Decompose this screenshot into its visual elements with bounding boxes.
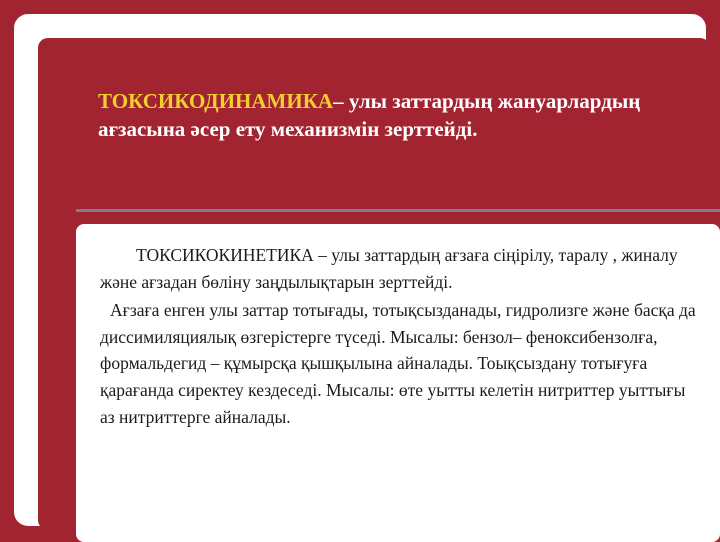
- title-block: [76, 70, 720, 212]
- slide-inner-panel: [38, 38, 710, 530]
- body-paragraph-2: Ағзаға енген улы заттар тотығады, тотықсызданады, гидролизге және басқа да диссимиляциялық өзгерістерге түседі. Мысалы: бензол– феноксибензолға, формальдегид – құмырсқа қышқылына айналады. Тоықсыздану тотығуға қарағанда сиректеу кездеседі. Мысалы: өте уытты келетін нитриттер уыттығы аз нитриттерге айналады.: [100, 300, 696, 427]
- body-paragraph-1: ТОКСИКОКИНЕТИКА – улы заттардың ағзаға сіңірілу, таралу , жиналу және ағзадан бөліну заңдылықтарын зерттейді.: [100, 245, 678, 292]
- title-definition: улы заттардың жануарлардың ағзасына әсер ету механизмін зерттейді.: [98, 89, 641, 141]
- title-dash: –: [333, 89, 349, 113]
- title-term: ТОКСИКОДИНАМИКА: [98, 89, 334, 113]
- slide-title: [98, 88, 698, 143]
- body-block: [76, 224, 720, 542]
- slide-frame: [14, 14, 706, 526]
